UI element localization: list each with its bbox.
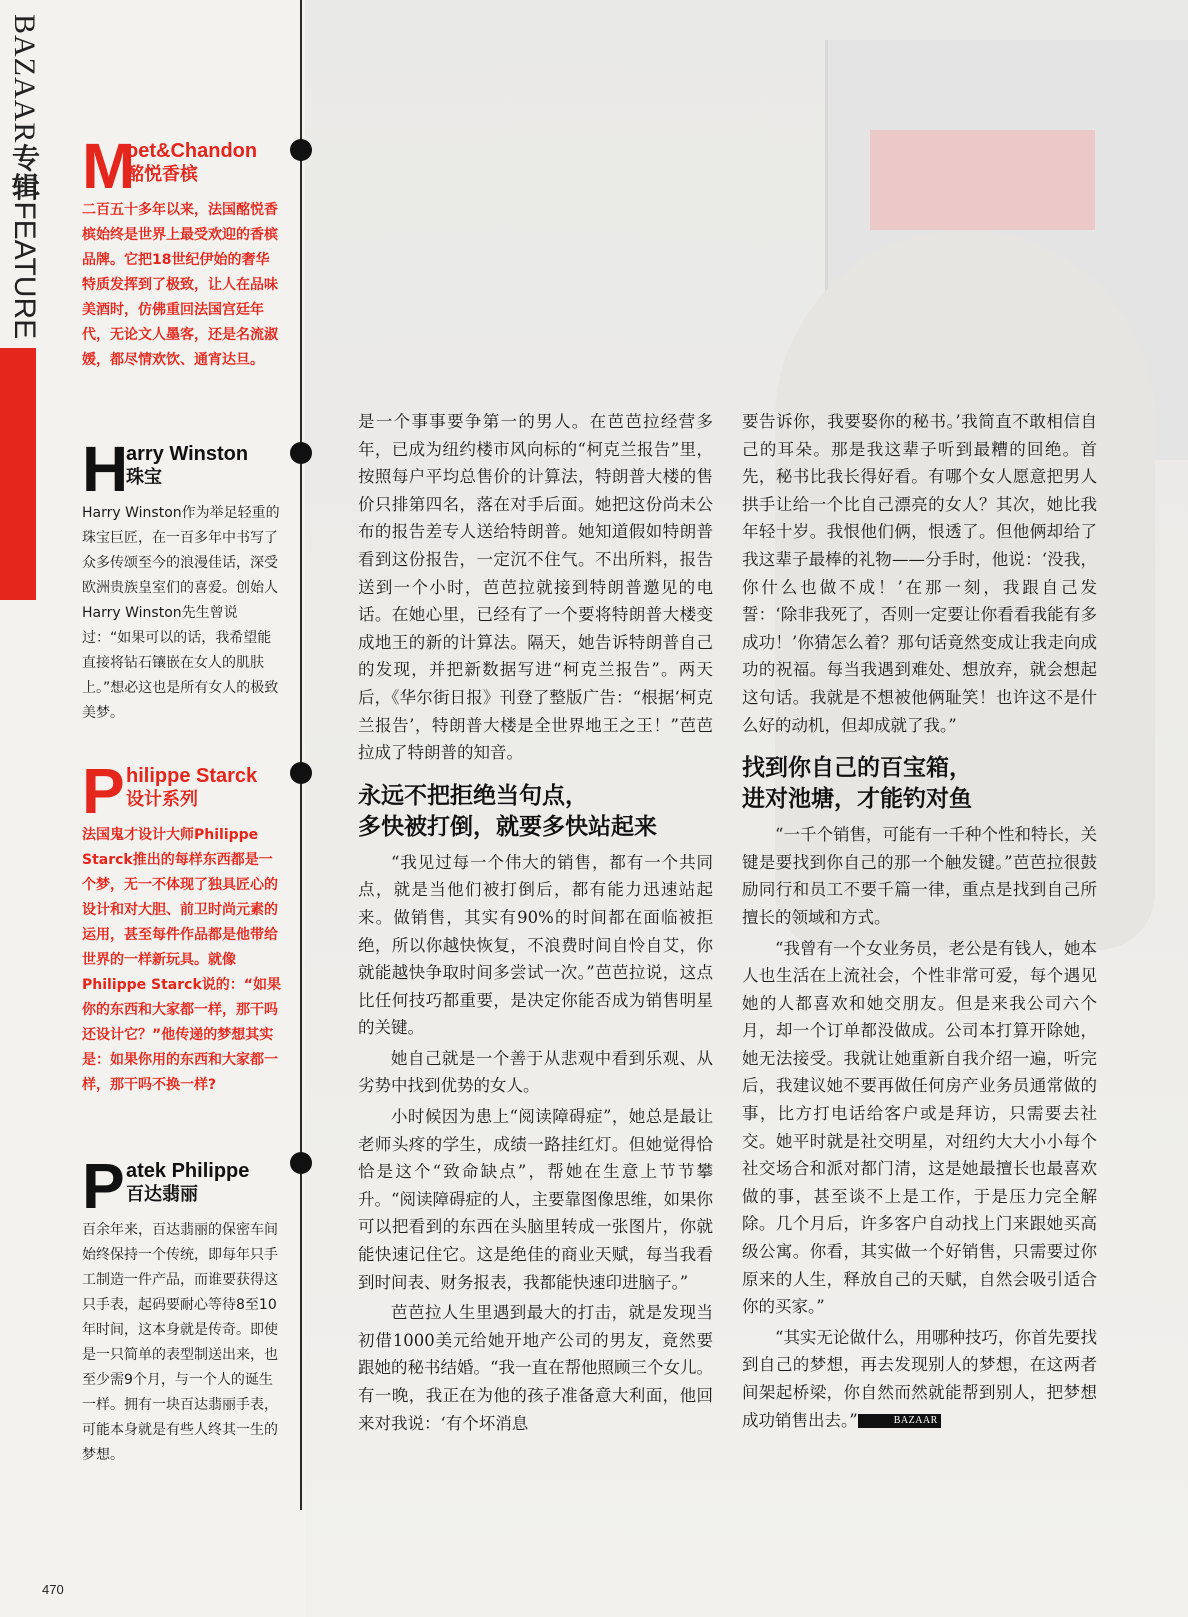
spine-label bbox=[4, 14, 44, 339]
section-heading bbox=[742, 753, 1097, 815]
section-heading bbox=[358, 781, 713, 843]
spine-en: FEATURE bbox=[8, 201, 41, 340]
brand-description: 二百五十多年以来，法国酩悦香槟始终是世界上最受欢迎的香槟品牌。它把18世纪伊始的奢华特质发挥到了极致，让人在品味美酒时，仿佛重回法国宫廷年代，无论文人墨客，还是名流淑媛，都尽情欢饮、通宵达旦。 bbox=[82, 202, 278, 368]
brand-initial: M bbox=[82, 130, 136, 202]
paragraph: 她自己就是一个善于从悲观中看到乐观、从劣势中找到优势的女人。 bbox=[358, 1048, 713, 1096]
bullet-dot bbox=[290, 139, 312, 161]
spine-zh: 专辑 bbox=[8, 143, 41, 202]
brand-subtitle: 百达翡丽 bbox=[126, 1184, 198, 1205]
brand-subtitle: 珠宝 bbox=[126, 467, 162, 488]
brand-harry-winston bbox=[82, 433, 282, 726]
page-number: 470 bbox=[42, 1582, 64, 1597]
bazaar-signature: BAZAAR bbox=[858, 1414, 941, 1428]
article-column-middle bbox=[358, 408, 713, 1437]
brand-initial: P bbox=[82, 755, 125, 827]
heading-line: 进对池塘，才能钓对鱼 bbox=[742, 786, 972, 813]
paragraph: “我见过每一个伟大的销售，都有一个共同点，就是当他们被打倒后，都有能力迅速站起来。做销售，其实有90%的时间都在面临被拒绝，所以你越快恢复，不浪费时间自怜自艾，你就能越快争取时间多尝试一次。”芭芭拉说，这点比任何技巧都重要，是决定你能否成为销售明星的关键。 bbox=[358, 852, 713, 1038]
article-column-right bbox=[742, 408, 1097, 1434]
column-divider bbox=[300, 0, 302, 1510]
brand-heading bbox=[82, 130, 282, 202]
heading-line: 永远不把拒绝当句点， bbox=[358, 782, 588, 809]
brand-name: hilippe Starck bbox=[126, 765, 258, 787]
brand-initial: H bbox=[82, 433, 129, 505]
paragraph: 小时候因为患上“阅读障碍症”，她总是最让老师头疼的学生，成绩一路挂红灯。但她觉得恰恰是这个“致命缺点”，帮她在生意上节节攀升。“阅读障碍症的人，主要靠图像思维，如果你可以把看到的东西在头脑里转成一张图片，你就能快速记住它。这是绝佳的商业天赋，每当我看到时间表、财务报表，我都能快速印进脑子。” bbox=[358, 1107, 713, 1292]
paragraph: 要告诉你，我要娶你的秘书。’我简直不敢相信自己的耳朵。那是我这辈子听到最糟的回绝。首先，秘书比我长得好看。有哪个女人愿意把男人拱手让给一个比自己漂亮的女人？其次，她比我年轻十岁。我恨他们俩，恨透了。但他俩却给了我这辈子最棒的礼物——分手时，他说：‘没我，你什么也做不成！’在那一刻，我跟自己发誓：‘除非我死了，否则一定要让你看看我能有多成功！’你猜怎么着？那句话竟然变成让我走向成功的祝福。每当我遇到难处、想放弃，就会想起这句话。我就是不想被他俩耻笑！也许这不是什么好的动机，但却成就了我。” bbox=[742, 412, 1097, 735]
paragraph-text: “其实无论做什么，用哪种技巧，你首先要找到自己的梦想，再去发现别人的梦想，在这两者间架起桥梁，你自然而然就能帮到别人，把梦想成功销售出去。” bbox=[742, 1327, 1097, 1430]
section-spine bbox=[0, 0, 41, 620]
brand-subtitle: 酩悦香槟 bbox=[126, 164, 198, 185]
paragraph: 是一个事事要争第一的男人。在芭芭拉经营多年，已成为纽约楼市风向标的“柯克兰报告”里，按照每户平均总售价的计算法，特朗普大楼的售价只排第四名，落在对手后面。她把这份尚未公布的报告差专人送给特朗普。她知道假如特朗普看到这份报告，一定沉不住气。不出所料，报告送到一个小时，芭芭拉就接到特朗普邀见的电话。在她心里，已经有了一个要将特朗普大楼变成地王的新的计算法。隔天，她告诉特朗普自己的发现，并把新数据写进“柯克兰报告”。两天后，《华尔街日报》刊登了整版广告：“根据‘柯克兰报告’，特朗普大楼是全世界地王之王！”芭芭拉成了特朗普的知音。 bbox=[358, 412, 713, 763]
brand-philippe-starck bbox=[82, 755, 282, 1098]
brand-subtitle: 设计系列 bbox=[126, 789, 198, 810]
brand-description: Harry Winston作为举足轻重的珠宝巨匠，在一百多年中书写了众多传颂至今的浪漫佳话，深受欧洲贵族皇室们的喜爱。创始人Harry Winston先生曾说过：“如果可以的话，我希望能直接将钻石镶嵌在女人的肌肤上。”想必这也是所有女人的极致美梦。 bbox=[82, 505, 280, 721]
brand-heading bbox=[82, 1150, 282, 1222]
spine-brand: BAZAAR bbox=[8, 14, 41, 144]
brand-name: atek Philippe bbox=[126, 1160, 250, 1182]
paragraph: 芭芭拉人生里遇到最大的打击，就是发现当初借1000美元给她开地产公司的男友，竟然要跟她的秘书结婚。“我一直在帮他照顾三个女儿。有一晚，我正在为他的孩子准备意大利面，他回来对我说：‘有个坏消息 bbox=[358, 1303, 713, 1433]
bullet-dot bbox=[290, 442, 312, 464]
brand-description: 法国鬼才设计大师Philippe Starck推出的每样东西都是一个梦，无一不体现了独具匠心的设计和对大胆、前卫时尚元素的运用，甚至每件作品都是他带给世界的一样新玩具。就像Philippe Starck说的：“如果你的东西和大家都一样，那干吗还设计它？”他传递的梦想其实是：如果你用的东西和大家都一样，那干吗不换一样? bbox=[82, 827, 281, 1093]
background-sign bbox=[870, 130, 1095, 230]
spine-red-bar bbox=[0, 348, 36, 600]
heading-line: 多快被打倒，就要多快站起来 bbox=[358, 813, 657, 840]
brand-description: 百余年来，百达翡丽的保密车间始终保持一个传统，即每年只手工制造一件产品，而谁要获得这只手表，起码要耐心等待8至10年时间，这本身就是传奇。即使是一只简单的表型制送出来，也至少需9个月，与一个人的诞生一样。拥有一块百达翡丽手表，可能本身就是有些人终其一生的梦想。 bbox=[82, 1222, 278, 1463]
bullet-dot bbox=[290, 1152, 312, 1174]
brand-heading bbox=[82, 433, 282, 505]
paragraph bbox=[742, 1324, 1097, 1434]
brand-heading bbox=[82, 755, 282, 827]
paragraph: “我曾有一个女业务员，老公是有钱人，她本人也生活在上流社会，个性非常可爱，每个遇见她的人都喜欢和她交朋友。但是来我公司六个月，却一个订单都没做成。公司本打算开除她，她无法接受。我就让她重新自我介绍一遍，听完后，我建议她不要再做任何房产业务员通常做的事，比方打电话给客户或是拜访，只需要去社交。她平时就是社交明星，对纽约大大小小每个社交场合和派对都门清，这是她最擅长也最喜欢做的事，甚至谈不上是工作，于是压力完全解除。几个月后，许多客户自动找上门来跟她买高级公寓。你看，其实做一个好销售，只需要过你原来的人生，释放自己的天赋，自然会吸引适合你的买家。” bbox=[742, 938, 1097, 1317]
bullet-dot bbox=[290, 762, 312, 784]
brand-patek-philippe bbox=[82, 1150, 282, 1468]
brand-moet-chandon bbox=[82, 130, 282, 373]
paragraph: “一千个销售，可能有一千种个性和特长，关键是要找到你自己的那一个触发键。”芭芭拉很鼓励同行和员工不要千篇一律，重点是找到自己所擅长的领域和方式。 bbox=[742, 825, 1097, 927]
brand-initial: P bbox=[82, 1150, 125, 1222]
brand-name: oet&Chandon bbox=[126, 140, 258, 162]
heading-line: 找到你自己的百宝箱， bbox=[742, 755, 972, 782]
brand-name: arry Winston bbox=[126, 443, 249, 465]
